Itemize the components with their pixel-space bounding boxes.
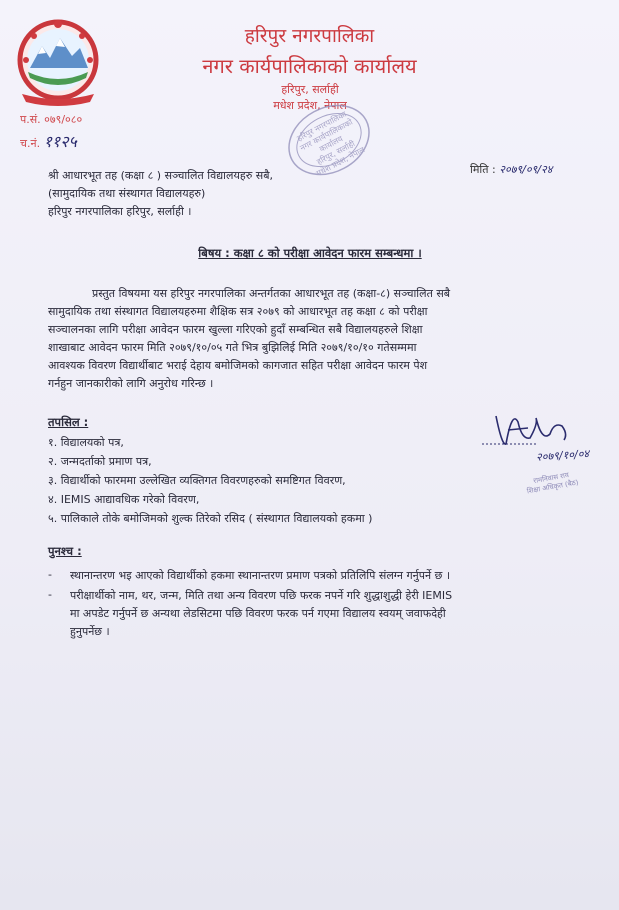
signatory-stamp: रामनिवास राय शिक्षा अधिकृत (बैठ): [526, 471, 580, 496]
postscript-line: परीक्षार्थीको नाम, थर, जन्म, मिति तथा अन्य विवरण पछि फरक नपर्ने गरि शुद्धाशुद्धी हेरी IEMIS: [70, 589, 453, 602]
addressee-line: (सामुदायिक तथा संस्थागत विद्यालयहरु): [48, 187, 206, 200]
body-line: सामुदायिक तथा संस्थागत विद्यालयहरुमा शैक्षिक सत्र २०७९ को आधारभूत तह कक्षा ८ को परीक्षा: [48, 305, 428, 318]
body-line: आवश्यक विवरण विद्यार्थीबाट भराई देहाय बमोजिमको कागजात सहित परीक्षा आवेदन फारम पेश: [48, 359, 428, 372]
tapsil-item: ५. पालिकाले तोके बमोजिमको शुल्क तिरेको रसिद ( संस्थागत विद्यालयको हकमा ): [48, 512, 373, 525]
body-line: शाखाबाट आवेदन फारम मिति २०७९/१०/०५ गते भित्र बुझिलिई मिति २०७९/१०/१० गतेसम्ममा: [48, 341, 417, 354]
bullet-dash: -: [48, 588, 52, 601]
stamp-text: हरिपुर नगरपालिका नगर कार्यपालिकाको कार्यालय हरिपुर, सर्लाही मधेश प्रदेश, नेपाल: [295, 109, 367, 179]
reference-cn: [20, 130, 77, 152]
body-line: प्रस्तुत विषयमा यस हरिपुर नगरपालिका अन्तर्गतका आधारभूत तह (कक्षा-८) सञ्चालित सबै: [92, 287, 451, 300]
signature-date: २०७९/१०/०४: [535, 447, 590, 464]
addressee-line: श्री आधारभूत तह (कक्षा ८ ) सञ्चालित विद्यालयहरु सबै,: [48, 169, 273, 182]
date-label: मिति :: [470, 163, 496, 176]
cn-label: च.नं.: [20, 137, 41, 150]
office-location: हरिपुर, सर्लाही: [281, 83, 339, 96]
postscript-line: हुनुपर्नेछ ।: [70, 625, 110, 638]
reference-ps: प.सं. ०७९/०८०: [20, 113, 83, 126]
tapsil-item: १. विद्यालयको पत्र,: [48, 436, 124, 449]
office-name: नगर कार्यपालिकाको कार्यालय: [202, 54, 417, 78]
postscript-line: मा अपडेट गर्नुपर्ने छ अन्यथा लेडसिटमा पछि विवरण फरक पर्न गएमा विद्यालय स्वयम् जवाफदेही: [70, 607, 446, 620]
date-value: २०७९/०९/२४: [499, 163, 553, 176]
body-line: सञ्चालनका लागि परीक्षा आवेदन फारम खुल्ला गरिएको हुदाँ सम्बन्धित सबै विद्यालयहरुले शिक्षा: [48, 323, 423, 336]
office-province: मधेश प्रदेश, नेपाल: [273, 99, 347, 112]
postscript-heading: पुनश्च :: [48, 544, 82, 558]
tapsil-item: ४. IEMIS आद्यावधिक गरेको विवरण,: [48, 493, 200, 506]
tapsil-heading: तपसिल :: [48, 415, 89, 429]
body-line: गर्नहुन जानकारीको लागि अनुरोध गरिन्छ ।: [48, 377, 214, 390]
tapsil-item: २. जन्मदर्ताको प्रमाण पत्र,: [48, 455, 152, 468]
tapsil-item: ३. विद्यार्थीको फारममा उल्लेखित व्यक्तिगत विवरणहरुको समष्टिगत विवरण,: [48, 474, 346, 487]
subject-line: बिषय : कक्षा ८ को परीक्षा आवेदन फारम सम्बन्धमा ।: [198, 246, 422, 260]
cn-number: ११२५: [43, 132, 77, 151]
municipality-name: हरिपुर नगरपालिका: [244, 25, 375, 47]
bullet-dash: -: [48, 568, 52, 581]
letter-date: [470, 162, 552, 177]
postscript-line: स्थानान्तरण भइ आएको विद्यार्थीको हकमा स्थानान्तरण प्रमाण पत्रको प्रतिलिपि संलग्न गर्नुपर्ने छ ।: [70, 569, 451, 582]
addressee-line: हरिपुर नगरपालिका हरिपुर, सर्लाही ।: [48, 205, 192, 218]
